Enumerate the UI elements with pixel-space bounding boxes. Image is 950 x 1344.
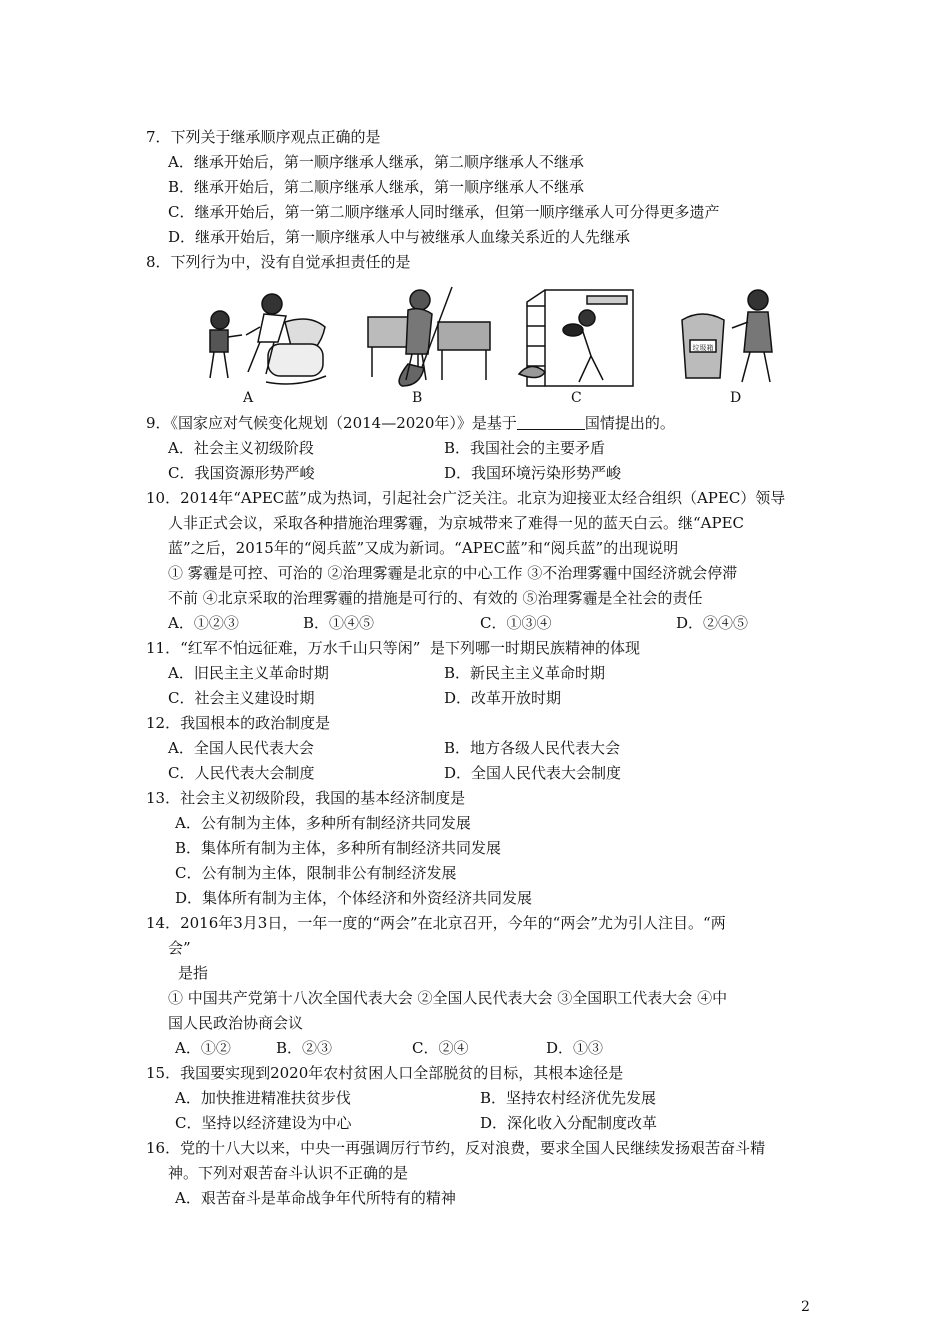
q15-option-b: B．坚持农村经济优先发展 bbox=[480, 1089, 657, 1107]
q8-label-d: D bbox=[730, 390, 742, 406]
q9-stem-part-b: 国情提出的。 bbox=[584, 414, 675, 432]
q9-option-b: B．我国社会的主要矛盾 bbox=[444, 439, 606, 457]
q15-option-c: C．坚持以经济建设为中心 bbox=[175, 1114, 352, 1132]
illustration-b-icon bbox=[360, 282, 500, 388]
illustration-c-icon bbox=[515, 282, 645, 388]
q14-line-3: 是指 bbox=[178, 964, 209, 982]
q9-stem bbox=[146, 413, 675, 433]
q15-option-d: D．深化收入分配制度改革 bbox=[480, 1114, 658, 1132]
q10-line-2: 人非正式会议，采取各种措施治理雾霾，为京城带来了难得一见的蓝天白云。继“APEC bbox=[168, 514, 745, 532]
q10-option-a: A．①②③ bbox=[168, 614, 239, 632]
q11-option-c: C．社会主义建设时期 bbox=[168, 689, 315, 707]
q16-line-2: 神。下列对艰苦奋斗认识不正确的是 bbox=[168, 1164, 409, 1182]
q14-line-1: 14．2016年3月3日，一年一度的“两会”在北京召开，今年的“两会”尤为引人注目。“两 bbox=[146, 914, 726, 932]
q14-option-c: C．②④ bbox=[412, 1039, 469, 1057]
q9-option-c: C．我国资源形势严峻 bbox=[168, 464, 315, 482]
q16-option-a: A．艰苦奋斗是革命战争年代所特有的精神 bbox=[175, 1189, 456, 1207]
trash-bin-label: 垃圾箱 bbox=[692, 344, 714, 352]
q7-option-b: B．继承开始后，第二顺序继承人继承，第一顺序继承人不继承 bbox=[168, 178, 585, 196]
q10-line-4: ① 雾霾是可控、可治的 ②治理雾霾是北京的中心工作 ③不治理雾霾中国经济就会停滞 bbox=[168, 564, 738, 582]
q15-option-a: A．加快推进精准扶贫步伐 bbox=[175, 1089, 351, 1107]
q12-stem: 12．我国根本的政治制度是 bbox=[146, 714, 331, 732]
q10-option-c: C．①③④ bbox=[480, 614, 552, 632]
q11-option-a: A．旧民主主义革命时期 bbox=[168, 664, 329, 682]
q14-option-a: A．①② bbox=[175, 1039, 231, 1057]
q8-label-b: B bbox=[412, 390, 423, 406]
q9-blank bbox=[517, 415, 585, 430]
q15-stem: 15．我国要实现到2020年农村贫困人口全部脱贫的目标，其根本途径是 bbox=[146, 1064, 624, 1082]
q7-stem: 7．下列关于继承顺序观点正确的是 bbox=[146, 128, 381, 146]
q14-line-5: 国人民政治协商会议 bbox=[168, 1014, 304, 1032]
q14-line-2: 会” bbox=[168, 939, 191, 957]
q7-option-a: A．继承开始后，第一顺序继承人继承，第二顺序继承人不继承 bbox=[168, 153, 584, 171]
illustration-a-icon bbox=[190, 282, 340, 388]
illustration-d-icon bbox=[670, 282, 800, 388]
q13-stem: 13．社会主义初级阶段，我国的基本经济制度是 bbox=[146, 789, 466, 807]
q13-option-d: D．集体所有制为主体，个体经济和外资经济共同发展 bbox=[175, 889, 533, 907]
q10-line-3: 蓝”之后，2015年的“阅兵蓝”又成为新词。“APEC蓝”和“阅兵蓝”的出现说明 bbox=[168, 539, 679, 557]
q10-option-d: D．②④⑤ bbox=[676, 614, 749, 632]
q12-option-d: D．全国人民代表大会制度 bbox=[444, 764, 622, 782]
q9-stem-part-a: 9．《国家应对气候变化规划（2014—2020年）》是基于 bbox=[146, 414, 517, 432]
q14-option-b: B．②③ bbox=[276, 1039, 333, 1057]
q10-line-5: 不前 ④北京采取的治理雾霾的措施是可行的、有效的 ⑤治理雾霾是全社会的责任 bbox=[168, 589, 703, 607]
q9-option-a: A．社会主义初级阶段 bbox=[168, 439, 314, 457]
q11-option-b: B．新民主主义革命时期 bbox=[444, 664, 606, 682]
page-number: 2 bbox=[801, 1299, 810, 1315]
q13-option-a: A．公有制为主体，多种所有制经济共同发展 bbox=[175, 814, 471, 832]
q7-option-c: C．继承开始后，第一第二顺序继承人同时继承，但第一顺序继承人可分得更多遗产 bbox=[168, 203, 720, 221]
q7-option-d: D．继承开始后，第一顺序继承人中与被继承人血缘关系近的人先继承 bbox=[168, 228, 631, 246]
q8-label-a: A bbox=[243, 390, 254, 406]
q10-line-1: 10．2014年“APEC蓝”成为热词，引起社会广泛关注。北京为迎接亚太经合组织（APEC）领导 bbox=[146, 489, 786, 507]
q8-label-c: C bbox=[571, 390, 582, 406]
q10-option-b: B．①④⑤ bbox=[303, 614, 375, 632]
q14-option-d: D．①③ bbox=[546, 1039, 604, 1057]
q8-stem: 8．下列行为中，没有自觉承担责任的是 bbox=[146, 253, 411, 271]
q12-option-a: A．全国人民代表大会 bbox=[168, 739, 314, 757]
q16-line-1: 16．党的十八大以来，中央一再强调厉行节约，反对浪费，要求全国人民继续发扬艰苦奋斗精 bbox=[146, 1139, 766, 1157]
q13-option-b: B．集体所有制为主体，多种所有制经济共同发展 bbox=[175, 839, 502, 857]
q11-option-d: D．改革开放时期 bbox=[444, 689, 562, 707]
q12-option-b: B．地方各级人民代表大会 bbox=[444, 739, 621, 757]
q12-option-c: C．人民代表大会制度 bbox=[168, 764, 315, 782]
q8-illustrations bbox=[190, 282, 810, 392]
q13-option-c: C．公有制为主体，限制非公有制经济发展 bbox=[175, 864, 457, 882]
q9-option-d: D．我国环境污染形势严峻 bbox=[444, 464, 622, 482]
q11-stem: 11．“红军不怕远征难，万水千山只等闲” 是下列哪一时期民族精神的体现 bbox=[146, 639, 640, 657]
q14-line-4: ① 中国共产党第十八次全国代表大会 ②全国人民代表大会 ③全国职工代表大会 ④中 bbox=[168, 989, 728, 1007]
